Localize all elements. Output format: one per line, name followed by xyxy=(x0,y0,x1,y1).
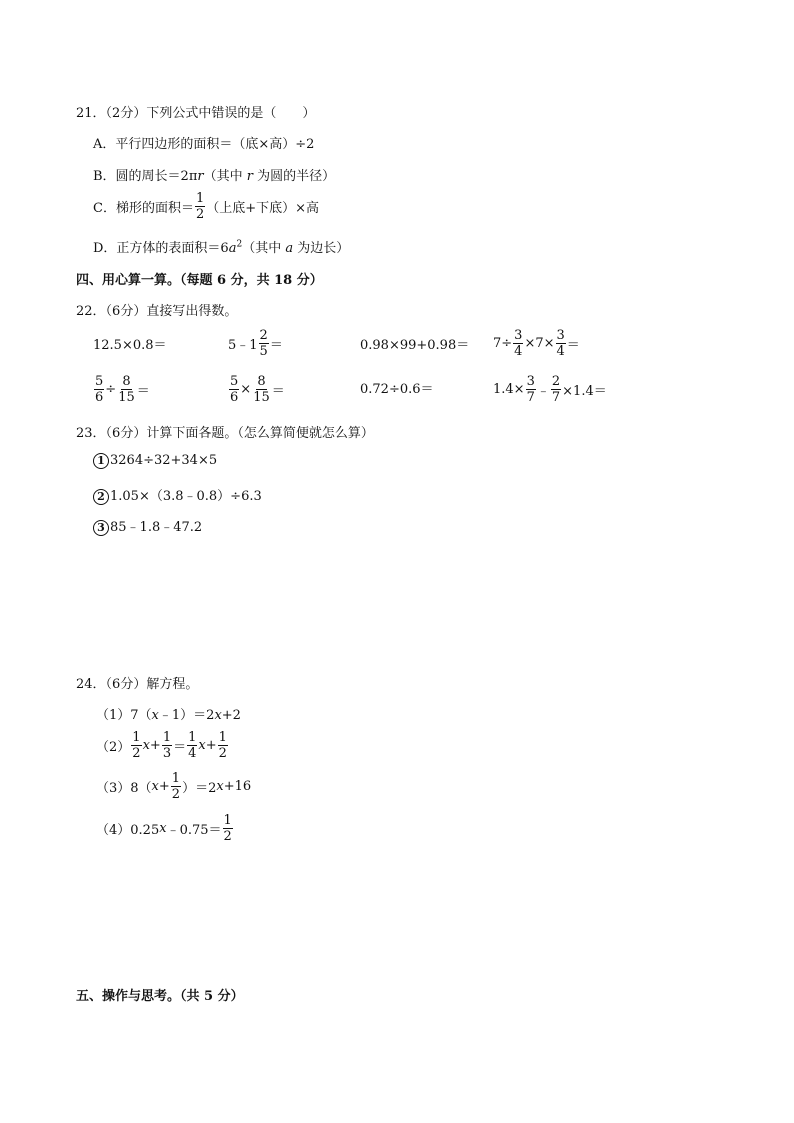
circled-number: 3 xyxy=(93,520,109,536)
q24-equation-1: （1）7（x﹣1）＝2x+2 xyxy=(96,708,241,723)
fraction: $\frac{1}{2}$ xyxy=(195,191,205,222)
q24-stem: 24．（6分）解方程。 xyxy=(76,677,199,692)
q22-stem: 22．（6分）直接写出得数。 xyxy=(76,304,238,319)
q22-calc-2: 5﹣1 $\frac{2}{5}$ ＝ xyxy=(228,328,283,359)
section-5-heading: 五、操作与思考。（共 5 分） xyxy=(76,989,244,1004)
circled-number: 2 xyxy=(93,489,109,505)
section-4-heading: 四、用心算一算。（每题 6 分，共 18 分） xyxy=(76,273,323,288)
q22-calc-5: $\frac{5}{6}$ ÷ $\frac{8}{15}$ ＝ xyxy=(95,374,150,405)
q22-calc-8: 1.4× $\frac{3}{7}$ ﹣ $\frac{2}{7}$ ×1.4＝ xyxy=(493,374,607,405)
q22-calc-7: 0.72÷0.6＝ xyxy=(360,382,434,397)
q22-calc-1: 12.5×0.8＝ xyxy=(93,338,167,353)
q22-calc-3: 0.98×99+0.98＝ xyxy=(360,338,470,353)
q24-equation-3: （3）8（ x + $\frac{1}{2}$ ）＝2 x +16 xyxy=(96,771,252,802)
q24-equation-4: （4）0.25 x ﹣0.75＝ $\frac{1}{2}$ xyxy=(96,813,232,844)
q21-option-d: D．正方体的表面积$=6a^2$（其中 a 为边长） xyxy=(93,239,350,256)
q21-option-a: A．平行四边形的面积＝（底×高）÷2 xyxy=(93,137,315,152)
q21-option-b: B．圆的周长＝2πr（其中 r 为圆的半径） xyxy=(93,169,336,184)
q23-item-3: 3 85﹣1.8﹣47.2 xyxy=(93,516,202,536)
q24-equation-2: （2） $\frac{1}{2}$ x + $\frac{1}{3}$ ＝ $\frac{1}{4}$ x + $\frac{1}{2}$ xyxy=(96,730,227,761)
circled-number: 1 xyxy=(93,453,109,469)
q21-option-c: C．梯形的面积＝ $\frac{1}{2}$ （上底+下底）×高 xyxy=(93,191,320,222)
q22-calc-6: $\frac{5}{6}$ × $\frac{8}{15}$ ＝ xyxy=(230,374,285,405)
q23-stem: 23．（6分）计算下面各题。（怎么算简便就怎么算） xyxy=(76,426,374,441)
q23-item-1: 1 3264÷32+34×5 xyxy=(93,453,217,469)
q21-stem: 21．（2分）下列公式中错误的是（ ） xyxy=(76,106,316,121)
q23-item-2: 2 1.05×（3.8﹣0.8）÷6.3 xyxy=(93,485,262,505)
q22-calc-4: 7÷ $\frac{3}{4}$ ×7× $\frac{3}{4}$ ＝ xyxy=(493,328,580,359)
